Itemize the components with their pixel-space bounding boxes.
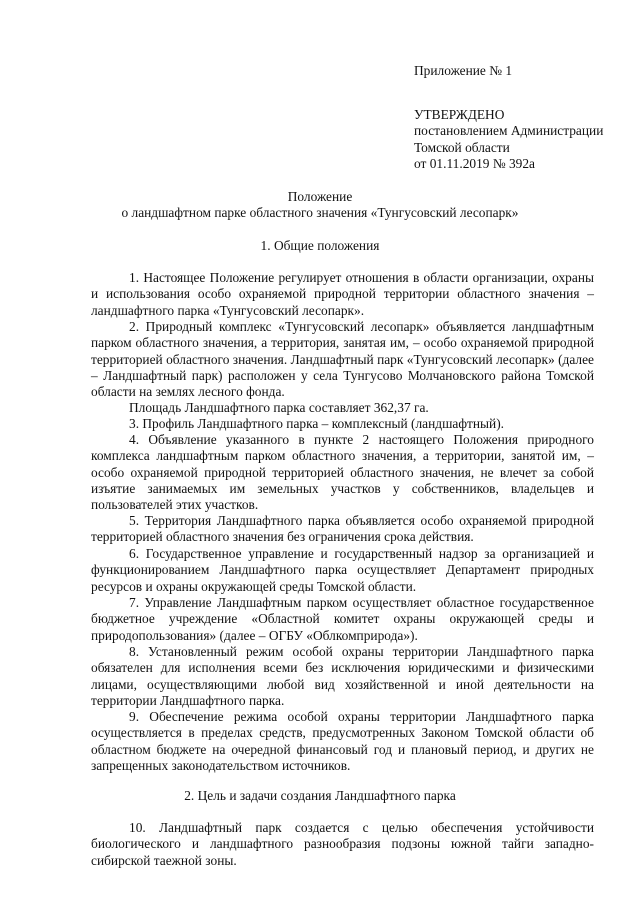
approval-title: УТВЕРЖДЕНО bbox=[414, 107, 505, 122]
section-body bbox=[91, 820, 594, 869]
paragraph: 9. Обеспечение режима особой охраны территории Ландшафтного парка осуществляется в пределах средств, предусмотренных Законом Томской области об областном бюджете на очередной финансовый год и плановый период, и других не запрещенных законодательством источников. bbox=[91, 709, 594, 773]
paragraph: 3. Профиль Ландшафтного парка – комплексный (ландшафтный). bbox=[129, 416, 505, 431]
paragraph: 6. Государственное управление и государственный надзор за организацией и функционированием Ландшафтного парка осуществляет Департамент природных ресурсов и охраны окружающей среды Томской области. bbox=[91, 546, 594, 594]
section-heading: 2. Цель и задачи создания Ландшафтного парка bbox=[184, 788, 456, 803]
paragraph: 2. Природный комплекс «Тунгусовский лесопарк» объявляется ландшафтным парком областного значения, а территория, занятая им, – особо охраняемой природной территорией областного значения. Ландшафтный парк «Тунгусовский лесопарк» (далее – Ландшафтный парк) расположен у села Тунгусово Молчановского района Томской области на землях лесного фонда. bbox=[91, 319, 594, 400]
appendix-label bbox=[414, 63, 624, 79]
approval-line: Томской области bbox=[414, 139, 510, 155]
approval-line: постановлением Администрации bbox=[414, 123, 604, 139]
paragraph: 8. Установленный режим особой охраны территории Ландшафтного парка обязателен для исполнения всеми без исключения юридическими и физическими лицами, осуществляющими любой вид хозяйственной и иной деятельности на территории Ландшафтного парка. bbox=[91, 644, 594, 708]
approval-line: от 01.11.2019 № 392а bbox=[414, 155, 535, 171]
paragraph: 5. Территория Ландшафтного парка объявляется особо охраняемой природной территорией областного значения без ограничения срока действия. bbox=[91, 513, 594, 545]
paragraph: 1. Настоящее Положение регулирует отношения в области организации, охраны и использования особо охраняемой природной территории областного значения – ландшафтного парка «Тунгусовский лесопарк». bbox=[91, 270, 594, 318]
paragraph: 10. Ландшафтный парк создается с целью обеспечения устойчивости биологического и ландшафтного разнообразия подзоны южной тайги западно-сибирской таежной зоны. bbox=[91, 820, 594, 868]
appendix-number: Приложение № 1 bbox=[414, 63, 513, 78]
approval-block bbox=[414, 107, 624, 172]
paragraph: 7. Управление Ландшафтным парком осуществляет областное государственное бюджетное учреждение «Областной комитет охраны окружающей среды и природопользования» (далее – ОГБУ «Облкомприрода»). bbox=[91, 595, 594, 643]
document-subtitle: о ландшафтном парке областного значения «Тунгусовский лесопарк» bbox=[121, 205, 519, 220]
paragraph: 4. Объявление указанного в пункте 2 настоящего Положения природного комплекса ландшафтным парком областного значения, а территории, занятой им, – особо охраняемой природной территорией областного значения, не влечет за собой изъятие занимаемых им земельных участков у собственников, владельцев и пользователей этих участков. bbox=[91, 432, 594, 513]
section-heading: 1. Общие положения bbox=[260, 238, 380, 253]
section-body bbox=[91, 270, 594, 774]
paragraph: Площадь Ландшафтного парка составляет 362,37 га. bbox=[129, 400, 429, 415]
document-title: Положение bbox=[287, 189, 353, 204]
